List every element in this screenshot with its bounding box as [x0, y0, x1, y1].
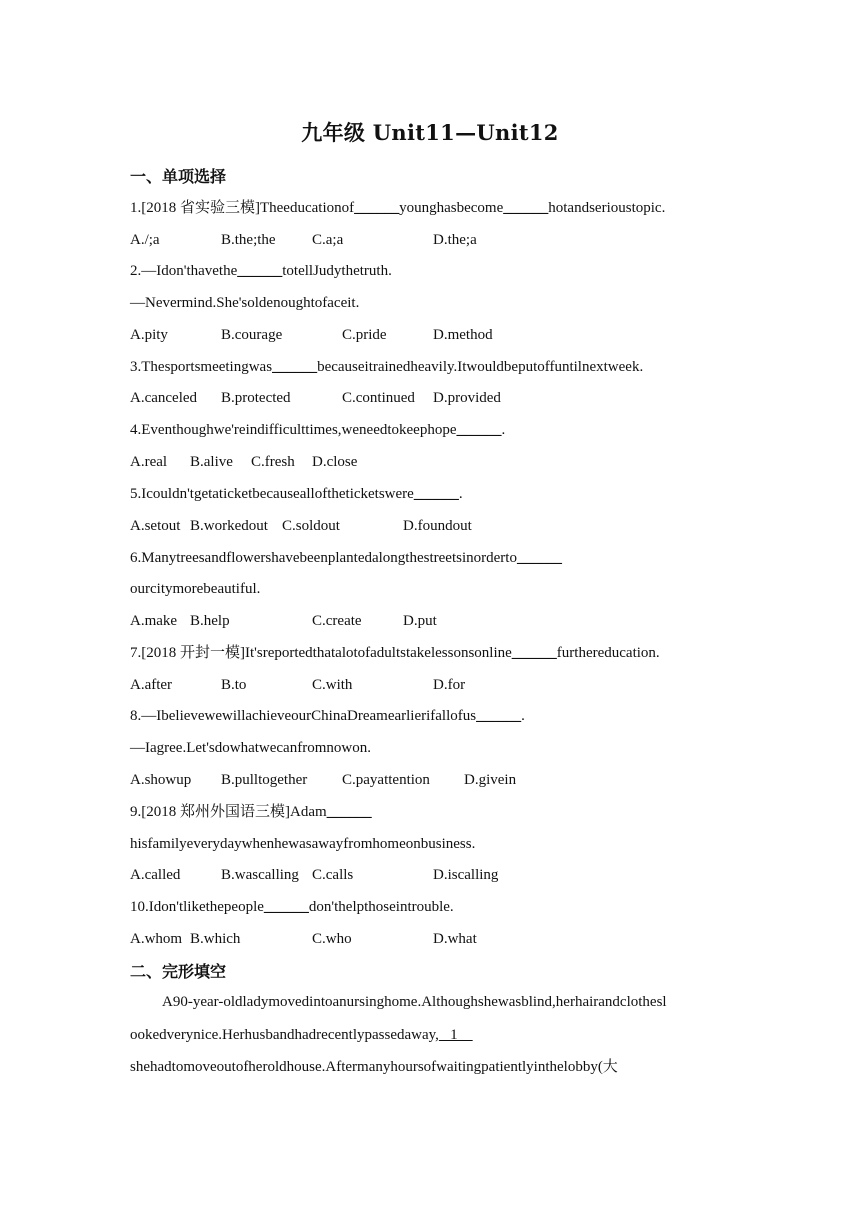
q7-text-a: 7.[2018 开封一模]It'sreportedthatalotofadultstakelessonsonline	[130, 645, 512, 661]
option-d: D.method	[433, 327, 493, 343]
q3-blank: ______	[272, 359, 318, 375]
option-b: B.the;the	[221, 232, 276, 248]
question-8-stem	[130, 706, 525, 726]
q4-text-b: .	[501, 422, 506, 438]
q1-text-a: 1.[2018 省实验三模]Theeducationof	[130, 200, 355, 216]
option-d: D.for	[433, 677, 466, 693]
option-c: C.fresh	[251, 454, 295, 470]
option-a: A.make	[130, 613, 178, 629]
question-2-stem	[130, 261, 392, 281]
q3-text-b: becauseitrainedheavily.Itwouldbeputoffuntilnextweek.	[317, 359, 644, 375]
option-d: D.close	[312, 454, 358, 470]
option-d: D.givein	[464, 772, 517, 788]
option-a: A.setout	[130, 518, 181, 534]
passage-line-2	[130, 1025, 473, 1045]
q8-text-a: 8.—IbelievewewillachieveourChinaDreamearlierifallofus	[130, 708, 477, 724]
option-d: D.what	[433, 931, 477, 947]
option-c: C.payattention	[342, 772, 430, 788]
question-2-reply: —Nevermind.She'soldenoughtofaceit.	[130, 295, 360, 311]
question-3-options	[130, 388, 770, 408]
option-b: B.which	[190, 931, 241, 947]
option-a: A.real	[130, 454, 168, 470]
option-c: C.pride	[342, 327, 387, 343]
passage-line-3: shehadtomoveoutofheroldhouse.Aftermanyhoursofwaitingpatientlyinthelobby(大	[130, 1059, 618, 1075]
question-1-stem	[130, 198, 665, 218]
option-c: C.calls	[312, 867, 354, 883]
option-d: D.provided	[433, 390, 501, 406]
option-c: C.a;a	[312, 232, 344, 248]
q3-text-a: 3.Thesportsmeetingwas	[130, 359, 273, 375]
q5-text-b: .	[458, 486, 463, 502]
option-a: A.after	[130, 677, 173, 693]
q7-blank: ______	[511, 645, 557, 661]
option-b: B.courage	[221, 327, 283, 343]
q9-text-a: 9.[2018 郑州外国语三模]Adam	[130, 804, 327, 820]
q4-text-a: 4.Eventhoughwe'reindifficulttimes,weneedtokeephope	[130, 422, 457, 438]
passage-line-1: A90-year-oldladymovedintoanursinghome.Althoughshewasblind,herhairandclothesl	[162, 994, 667, 1010]
question-6-stem	[130, 548, 562, 568]
passage-line-2-text: ookedverynice.Herhusbandhadrecentlypassedaway,	[130, 1027, 439, 1043]
cloze-blank-1: 1	[438, 1027, 473, 1043]
q1-text-c: hotandserioustopic.	[548, 200, 666, 216]
q8-text-b: .	[521, 708, 525, 724]
option-c: C.create	[312, 613, 362, 629]
q10-text-b: don'thelpthoseintrouble.	[308, 899, 454, 915]
q1-blank-1: ______	[354, 200, 400, 216]
option-d: D.iscalling	[433, 867, 499, 883]
q7-text-b: furthereducation.	[556, 645, 660, 661]
option-a: A./;a	[130, 232, 160, 248]
q2-text-b: totellJudythetruth.	[282, 263, 392, 279]
option-b: B.wascalling	[221, 867, 299, 883]
option-a: A.canceled	[130, 390, 198, 406]
option-b: B.to	[221, 677, 247, 693]
section-heading-cloze: 二、完形填空	[130, 962, 227, 981]
question-9-options	[130, 865, 770, 885]
q1-text-b: younghasbecome	[399, 200, 504, 216]
question-10-stem	[130, 897, 454, 917]
q10-text-a: 10.Idon'tlikethepeople	[130, 899, 264, 915]
option-d: D.put	[403, 613, 437, 629]
option-c: C.who	[312, 931, 352, 947]
q10-blank: ______	[263, 899, 309, 915]
question-6-options	[130, 611, 770, 631]
question-9-stem	[130, 802, 372, 822]
question-9-continuation: hisfamilyeverydaywhenhewasawayfromhomeonbusiness.	[130, 836, 476, 852]
option-a: A.called	[130, 867, 181, 883]
question-8-options	[130, 770, 770, 790]
question-2-options	[130, 325, 770, 345]
section-heading-multiple-choice: 一、单项选择	[130, 167, 227, 186]
option-a: A.pity	[130, 327, 168, 343]
question-10-options	[130, 929, 770, 949]
q6-text-a: 6.Manytreesandflowershavebeenplantedalongthestreetsinorderto	[130, 550, 517, 566]
question-4-stem	[130, 420, 505, 440]
q6-blank: ______	[516, 550, 562, 566]
q9-blank: ______	[326, 804, 372, 820]
option-b: B.workedout	[190, 518, 268, 534]
option-b: B.pulltogether	[221, 772, 308, 788]
question-8-reply: —Iagree.Let'sdowhatwecanfromnowon.	[130, 740, 371, 756]
question-5-options	[130, 516, 770, 536]
q8-blank: ______	[476, 708, 522, 724]
option-b: B.help	[190, 613, 230, 629]
question-5-stem	[130, 484, 463, 504]
question-3-stem	[130, 357, 643, 377]
q2-text-a: 2.—Idon'thavethe	[130, 263, 238, 279]
page-title: 九年级 Unit11—Unit12	[301, 120, 559, 145]
option-c: C.with	[312, 677, 353, 693]
question-1-options	[130, 230, 770, 250]
q1-blank-2: ______	[503, 200, 549, 216]
option-d: D.foundout	[403, 518, 472, 534]
option-a: A.showup	[130, 772, 192, 788]
option-b: B.protected	[221, 390, 291, 406]
q4-blank: ______	[456, 422, 502, 438]
q5-text-a: 5.Icouldn'tgetaticketbecausealloftheticketswere	[130, 486, 414, 502]
option-d: D.the;a	[433, 232, 477, 248]
question-7-options	[130, 675, 770, 695]
question-7-stem	[130, 643, 660, 663]
question-4-options	[130, 452, 770, 472]
q2-blank: ______	[237, 263, 283, 279]
option-b: B.alive	[190, 454, 233, 470]
question-6-continuation: ourcitymorebeautiful.	[130, 581, 261, 597]
q5-blank: ______	[413, 486, 459, 502]
option-c: C.soldout	[282, 518, 340, 534]
option-c: C.continued	[342, 390, 415, 406]
option-a: A.whom	[130, 931, 183, 947]
